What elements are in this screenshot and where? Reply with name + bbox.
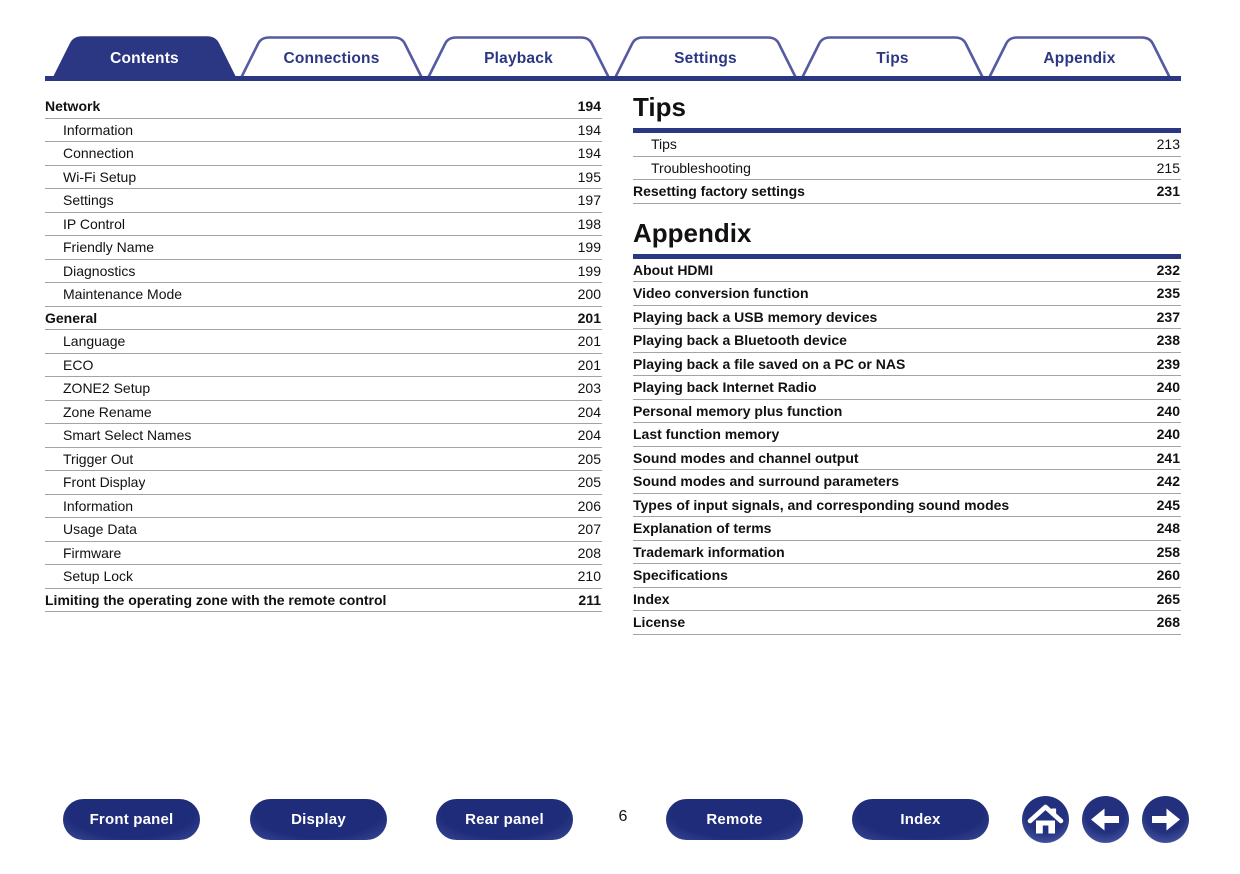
toc-row[interactable] bbox=[45, 495, 602, 519]
tab-label: Connections bbox=[283, 49, 380, 67]
toc-entry-page: 260 bbox=[1156, 567, 1180, 584]
toc-entry-page: 200 bbox=[577, 286, 601, 303]
toc-entry-label: Maintenance Mode bbox=[63, 286, 183, 303]
toc-entry-page: 198 bbox=[577, 215, 601, 232]
toc-entry-label: Usage Data bbox=[63, 521, 137, 538]
toc-row[interactable] bbox=[45, 424, 602, 448]
toc-entry-page: 194 bbox=[577, 121, 601, 138]
toc-entry-page: 240 bbox=[1156, 402, 1180, 419]
toc-entry-page: 231 bbox=[1156, 183, 1180, 200]
toc-entry-page: 232 bbox=[1156, 261, 1180, 278]
toc-row[interactable] bbox=[45, 518, 602, 542]
toc-entry-label: Playing back Internet Radio bbox=[633, 379, 817, 396]
toc-row[interactable] bbox=[45, 95, 602, 119]
back-arrow-icon[interactable] bbox=[1082, 796, 1129, 843]
toc-entry-label: Resetting factory settings bbox=[633, 183, 805, 200]
toc-entry-label: ECO bbox=[63, 356, 94, 373]
toc-entry-page: 201 bbox=[577, 356, 601, 373]
toc-row[interactable] bbox=[633, 329, 1181, 353]
toc-entry-label: Zone Rename bbox=[63, 403, 152, 420]
toc-entry-label: IP Control bbox=[63, 215, 125, 232]
toc-row[interactable] bbox=[45, 354, 602, 378]
toc-entry-label: Video conversion function bbox=[633, 285, 809, 302]
tab-playback[interactable] bbox=[427, 36, 610, 77]
front-panel-button[interactable]: Front panel bbox=[63, 799, 200, 840]
toc-entry-label: Front Display bbox=[63, 474, 146, 491]
toc-entry-label: Types of input signals, and corresponding sound modes bbox=[633, 496, 1010, 513]
toc-row[interactable] bbox=[45, 119, 602, 143]
toc-row[interactable] bbox=[633, 588, 1181, 612]
toc-row[interactable] bbox=[45, 236, 602, 260]
toc-entry-label: General bbox=[45, 309, 98, 326]
home-icon[interactable] bbox=[1022, 796, 1069, 843]
toc-entry-page: 208 bbox=[577, 544, 601, 561]
toc-entry-label: Troubleshooting bbox=[651, 159, 751, 176]
toc-entry-label: ZONE2 Setup bbox=[63, 380, 151, 397]
toc-entry-label: Specifications bbox=[633, 567, 728, 584]
toc-entry-label: Explanation of terms bbox=[633, 520, 772, 537]
toc-entry-label: Tips bbox=[651, 136, 677, 153]
toc-entry-label: Smart Select Names bbox=[63, 427, 192, 444]
toc-entry-page: 240 bbox=[1156, 426, 1180, 443]
toc-entry-page: 248 bbox=[1156, 520, 1180, 537]
toc-entry-label: License bbox=[633, 614, 686, 631]
toc-entry-page: 201 bbox=[577, 333, 601, 350]
tab-label: Tips bbox=[876, 49, 909, 67]
toc-entry-page: 205 bbox=[577, 450, 601, 467]
toc-entry-page: 258 bbox=[1156, 543, 1180, 560]
toc-entry-page: 194 bbox=[577, 98, 601, 115]
toc-entry-page: 238 bbox=[1156, 332, 1180, 349]
home-glyph bbox=[1022, 796, 1069, 843]
toc-entry-label: Last function memory bbox=[633, 426, 780, 443]
toc-entry-page: 205 bbox=[577, 474, 601, 491]
toc-entry-page: 242 bbox=[1156, 473, 1180, 490]
page-number: 6 bbox=[618, 808, 628, 825]
toc-row[interactable] bbox=[45, 542, 602, 566]
toc-entry-label: Information bbox=[63, 497, 134, 514]
toc-entry-label: Information bbox=[63, 121, 134, 138]
tab-label: Settings bbox=[674, 49, 737, 67]
index-button[interactable]: Index bbox=[852, 799, 989, 840]
toc-entry-label: Language bbox=[63, 333, 126, 350]
toc-row[interactable] bbox=[633, 157, 1181, 181]
toc-row[interactable] bbox=[45, 142, 602, 166]
toc-entry-page: 197 bbox=[577, 192, 601, 209]
toc-entry-page: 207 bbox=[577, 521, 601, 538]
section-heading: Appendix bbox=[633, 218, 1181, 259]
toc-entry-page: 241 bbox=[1156, 449, 1180, 466]
toc-row[interactable] bbox=[45, 448, 602, 472]
toc-left-column bbox=[45, 95, 602, 612]
toc-entry-page: 203 bbox=[577, 380, 601, 397]
tab-tips[interactable] bbox=[801, 36, 984, 77]
toc-entry-label: Setup Lock bbox=[63, 568, 134, 585]
toc-row[interactable] bbox=[633, 611, 1181, 635]
toc-entry-page: 240 bbox=[1156, 379, 1180, 396]
toc-row[interactable] bbox=[45, 166, 602, 190]
toc-entry-label: Index bbox=[633, 590, 670, 607]
tab-connections[interactable] bbox=[240, 36, 423, 77]
tab-appendix[interactable] bbox=[988, 36, 1171, 77]
toc-entry-page: 206 bbox=[577, 497, 601, 514]
toc-entry-label: Trademark information bbox=[633, 543, 785, 560]
toc-entry-label: Wi-Fi Setup bbox=[63, 168, 137, 185]
toc-row[interactable] bbox=[633, 447, 1181, 471]
toc-entry-page: 268 bbox=[1156, 614, 1180, 631]
toc-row[interactable] bbox=[633, 564, 1181, 588]
toc-row[interactable] bbox=[45, 565, 602, 589]
toc-row[interactable] bbox=[45, 213, 602, 237]
toc-entry-label: Settings bbox=[63, 192, 114, 209]
toc-entry-page: 213 bbox=[1156, 136, 1180, 153]
toc-entry-page: 201 bbox=[577, 309, 601, 326]
toc-row[interactable] bbox=[633, 133, 1181, 157]
toc-row[interactable] bbox=[633, 470, 1181, 494]
toc-entry-label: Playing back a file saved on a PC or NAS bbox=[633, 355, 906, 372]
toc-row[interactable] bbox=[633, 517, 1181, 541]
toc-entry-page: 199 bbox=[577, 262, 601, 279]
tab-bar-rule bbox=[45, 76, 1181, 81]
toc-entry-label: Playing back a USB memory devices bbox=[633, 308, 878, 325]
forward-arrow-icon[interactable] bbox=[1142, 796, 1189, 843]
rear-panel-button[interactable]: Rear panel bbox=[436, 799, 573, 840]
toc-row[interactable] bbox=[633, 494, 1181, 518]
toc-entry-page: 215 bbox=[1156, 159, 1180, 176]
remote-button[interactable]: Remote bbox=[666, 799, 803, 840]
toc-entry-label: Personal memory plus function bbox=[633, 402, 843, 419]
toc-row[interactable] bbox=[45, 307, 602, 331]
tab-label: Appendix bbox=[1043, 49, 1116, 67]
toc-row[interactable] bbox=[45, 260, 602, 284]
toc-row[interactable] bbox=[45, 401, 602, 425]
tab-label: Contents bbox=[110, 49, 179, 67]
toc-entry-label: Diagnostics bbox=[63, 262, 136, 279]
toc-row[interactable] bbox=[45, 283, 602, 307]
toc-entry-page: 204 bbox=[577, 427, 601, 444]
toc-entry-page: 245 bbox=[1156, 496, 1180, 513]
toc-row[interactable] bbox=[45, 330, 602, 354]
display-button[interactable]: Display bbox=[250, 799, 387, 840]
toc-entry-page: 265 bbox=[1156, 590, 1180, 607]
forward-arrow-glyph bbox=[1142, 796, 1189, 843]
toc-entry-label: Trigger Out bbox=[63, 450, 134, 467]
footer-nav bbox=[0, 795, 1240, 847]
toc-entry-page: 210 bbox=[577, 568, 601, 585]
toc-row[interactable] bbox=[45, 471, 602, 495]
toc-entry-label: Sound modes and channel output bbox=[633, 449, 859, 466]
toc-entry-label: About HDMI bbox=[633, 261, 714, 278]
toc-entry-label: Network bbox=[45, 98, 101, 115]
toc-row[interactable] bbox=[45, 377, 602, 401]
toc-entry-label: Playing back a Bluetooth device bbox=[633, 332, 847, 349]
toc-entry-page: 194 bbox=[577, 145, 601, 162]
toc-row[interactable] bbox=[633, 259, 1181, 283]
toc-entry-label: Sound modes and surround parameters bbox=[633, 473, 900, 490]
tab-label: Playback bbox=[484, 49, 553, 67]
toc-entry-page: 195 bbox=[577, 168, 601, 185]
toc-entry-page: 235 bbox=[1156, 285, 1180, 302]
toc-entry-label: Friendly Name bbox=[63, 239, 155, 256]
toc-entry-page: 199 bbox=[577, 239, 601, 256]
toc-row[interactable] bbox=[633, 541, 1181, 565]
toc-entry-label: Firmware bbox=[63, 544, 122, 561]
toc-row[interactable] bbox=[633, 353, 1181, 377]
toc-entry-label: Connection bbox=[63, 145, 134, 162]
toc-row[interactable] bbox=[633, 400, 1181, 424]
toc-entry-page: 239 bbox=[1156, 355, 1180, 372]
toc-entry-label: Limiting the operating zone with the remote control bbox=[45, 591, 387, 608]
toc-row[interactable] bbox=[45, 189, 602, 213]
tab-contents[interactable] bbox=[53, 36, 236, 77]
toc-row[interactable] bbox=[633, 306, 1181, 330]
back-arrow-glyph bbox=[1082, 796, 1129, 843]
toc-row[interactable] bbox=[633, 180, 1181, 204]
toc-entry-page: 204 bbox=[577, 403, 601, 420]
section-heading: Tips bbox=[633, 92, 1181, 133]
toc-row[interactable] bbox=[633, 282, 1181, 306]
toc-row[interactable] bbox=[45, 589, 602, 613]
tab-settings[interactable] bbox=[614, 36, 797, 77]
tab-strip bbox=[45, 36, 1181, 82]
toc-entry-page: 237 bbox=[1156, 308, 1180, 325]
toc-right-column bbox=[633, 92, 1181, 635]
toc-row[interactable] bbox=[633, 423, 1181, 447]
toc-entry-page: 211 bbox=[578, 591, 601, 608]
toc-row[interactable] bbox=[633, 376, 1181, 400]
